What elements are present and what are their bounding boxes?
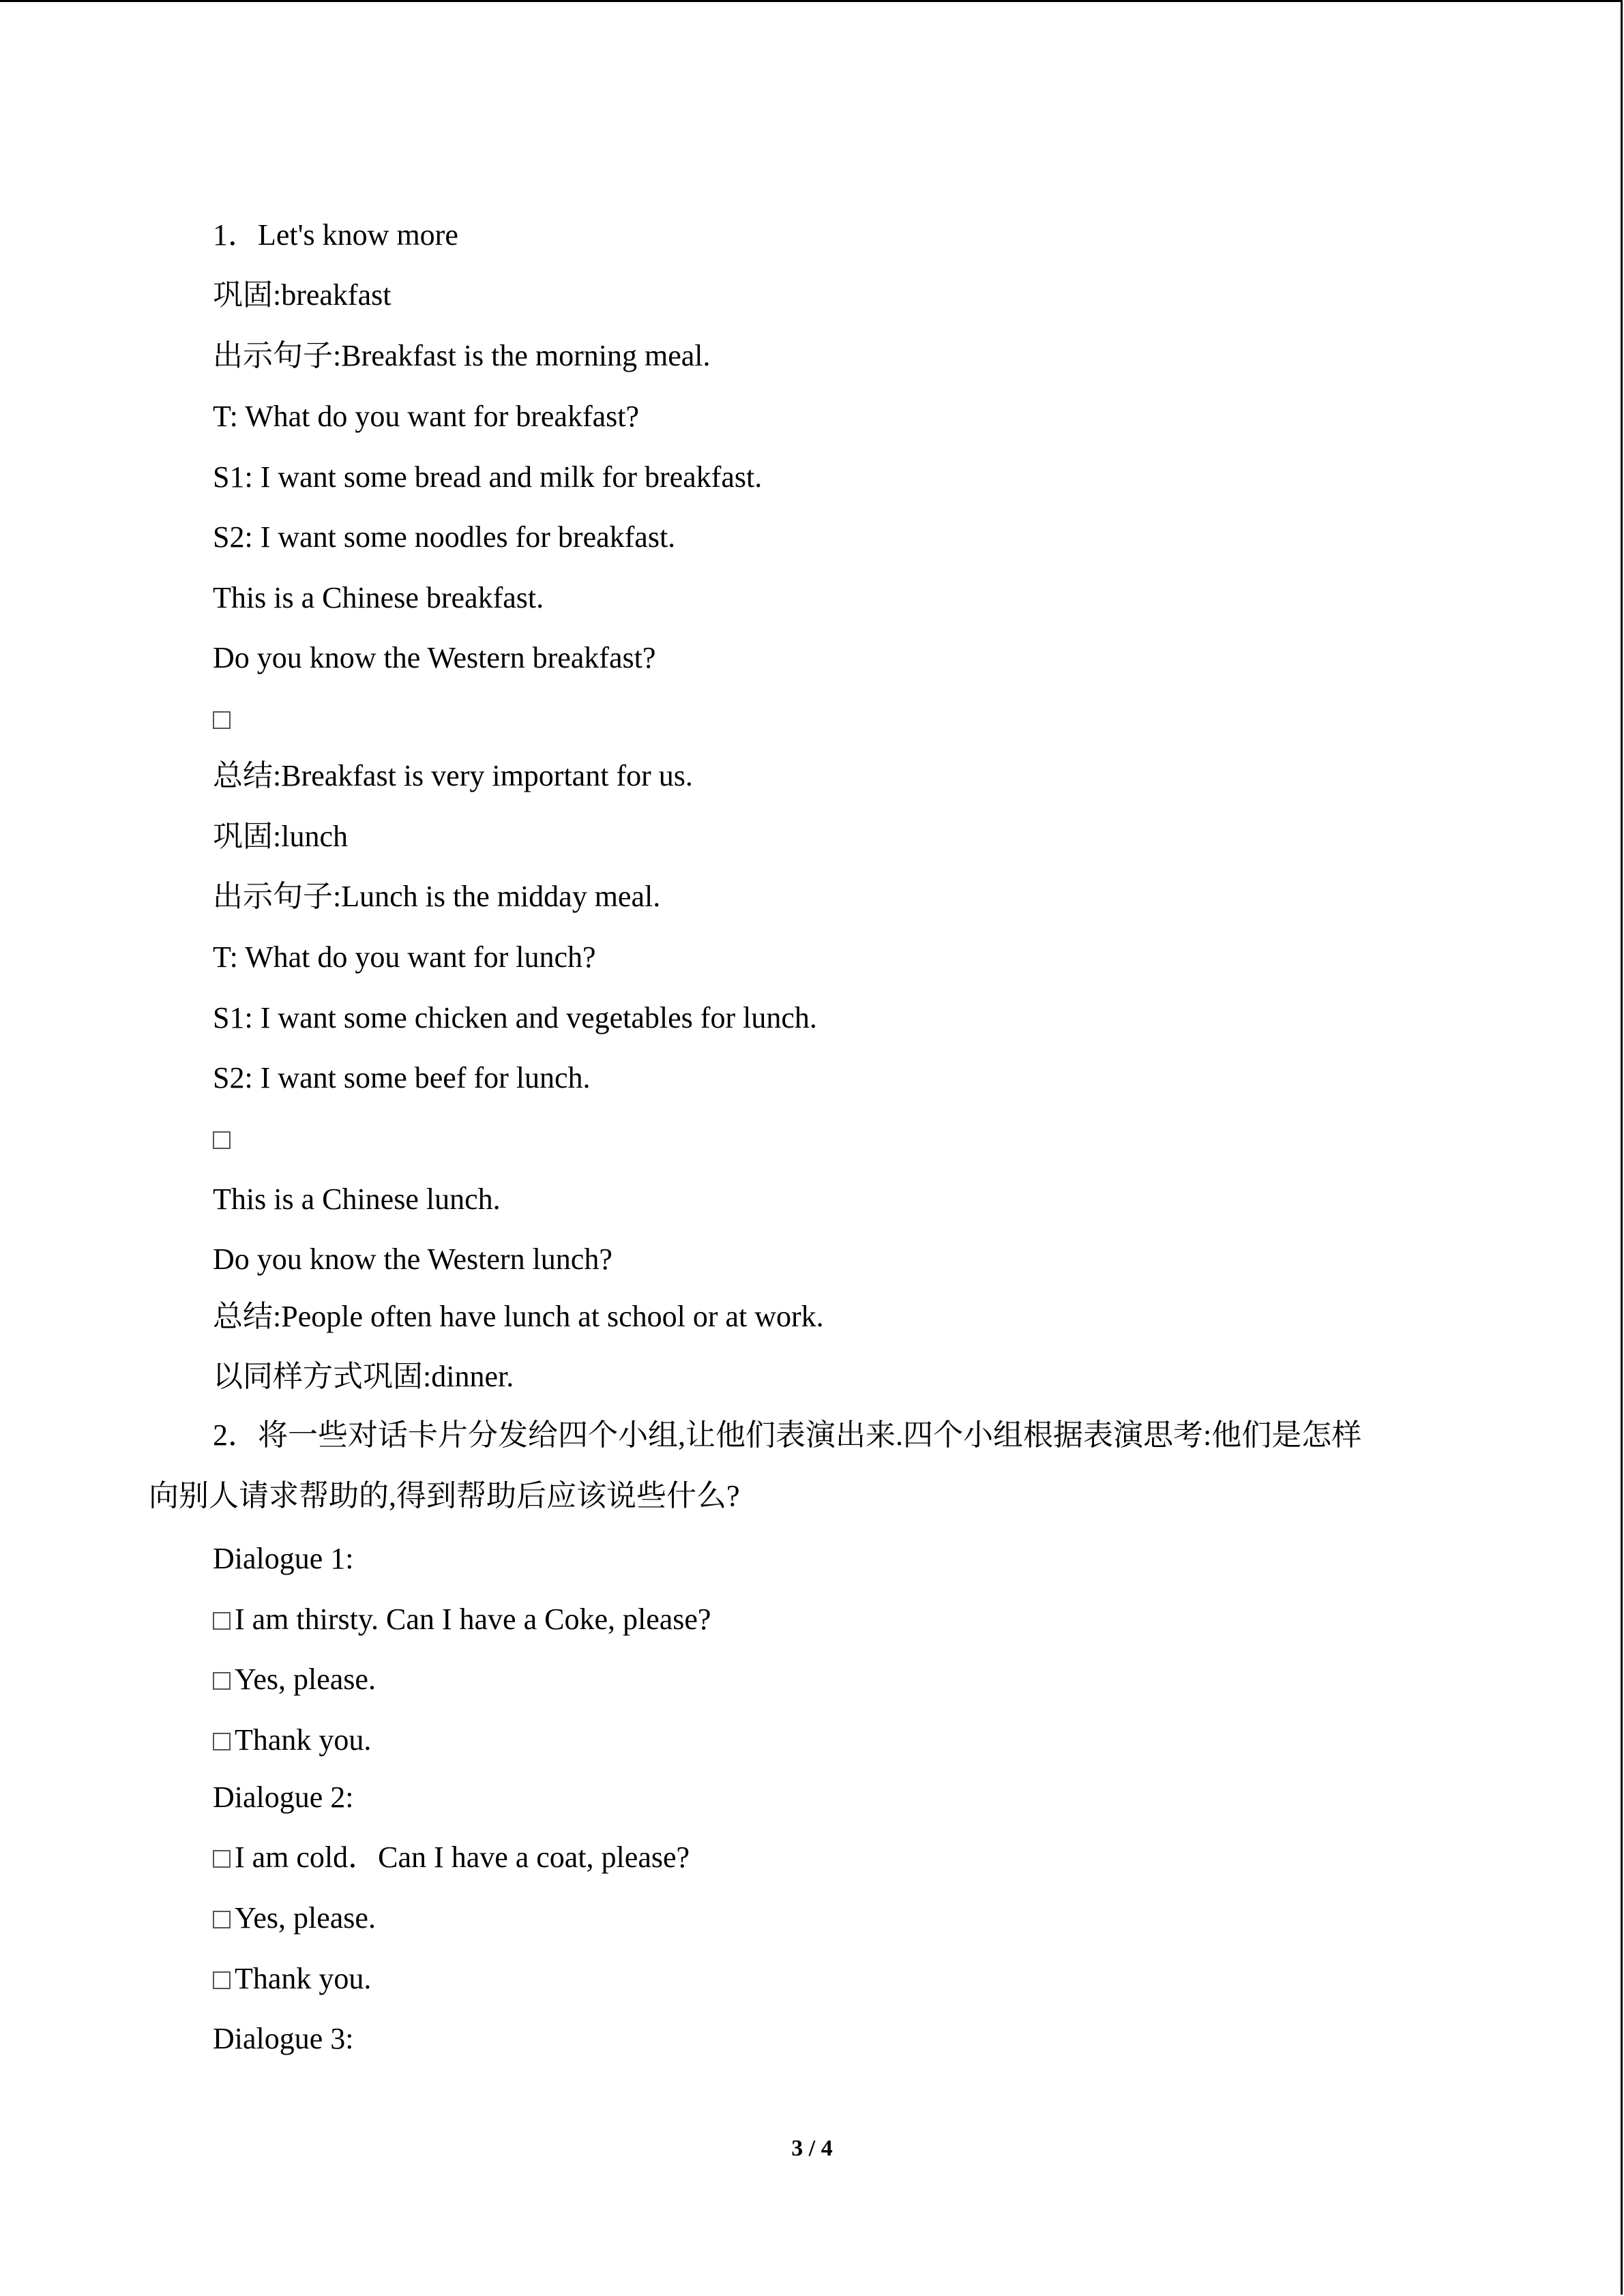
paragraph-line: 2．将一些对话卡片分发给四个小组,让他们表演出来.四个小组根据表演思考:他们是怎样: [213, 1418, 1362, 1452]
text-line: S2: I want some beef for lunch.: [213, 1061, 591, 1094]
speaker-box-icon: [213, 1911, 231, 1928]
text-line: Do you know the Western lunch?: [213, 1242, 612, 1276]
dialogue-line: Yes, please.: [213, 1660, 376, 1699]
page-number: 3 / 4: [791, 2136, 833, 2161]
dialogue-line: I am thirsty. Can I have a Coke, please?: [213, 1600, 711, 1639]
speaker-box-icon: [213, 1733, 231, 1750]
text-line: T: What do you want for lunch?: [213, 940, 596, 974]
text-line: 总结:People often have lunch at school or at work.: [213, 1300, 824, 1333]
dialogue-line: Thank you.: [213, 1959, 371, 1999]
dialogue-line: I am cold．Can I have a coat, please?: [213, 1838, 690, 1877]
text-line: S1: I want some bread and milk for breakfast.: [213, 460, 763, 494]
paragraph-line: 向别人请求帮助的,得到帮助后应该说些什么?: [149, 1479, 740, 1512]
placeholder-box-icon: [213, 711, 231, 729]
speaker-box-icon: [213, 1850, 231, 1868]
image-placeholder: [213, 699, 235, 739]
dialogue-heading: Dialogue 3:: [213, 2022, 354, 2055]
text-line: S2: I want some noodles for breakfast.: [213, 520, 676, 554]
text-line: S1: I want some chicken and vegetables for lunch.: [213, 1001, 817, 1034]
text-line: 总结:Breakfast is very important for us.: [213, 759, 693, 792]
dialogue-heading: Dialogue 2:: [213, 1780, 354, 1814]
dialogue-line: Thank you.: [213, 1720, 371, 1760]
text-line: This is a Chinese lunch.: [213, 1182, 501, 1216]
text-line: 巩固:lunch: [213, 820, 348, 853]
speaker-box-icon: [213, 1971, 231, 1989]
text-line: This is a Chinese breakfast.: [213, 581, 544, 614]
text-line: 出示句子:Lunch is the midday meal.: [213, 880, 661, 913]
speaker-box-icon: [213, 1672, 231, 1690]
text-line: 以同样方式巩固:dinner.: [213, 1360, 514, 1393]
dialogue-heading: Dialogue 1:: [213, 1542, 354, 1575]
text-line: 1．Let's know more: [213, 218, 458, 252]
placeholder-box-icon: [213, 1131, 231, 1149]
text-line: 巩固:breakfast: [213, 278, 392, 312]
text-line: T: What do you want for breakfast?: [213, 400, 640, 433]
speaker-box-icon: [213, 1612, 231, 1630]
text-line: 出示句子:Breakfast is the morning meal.: [213, 339, 711, 372]
image-placeholder: [213, 1119, 235, 1159]
text-line: Do you know the Western breakfast?: [213, 641, 656, 674]
dialogue-line: Yes, please.: [213, 1898, 376, 1938]
